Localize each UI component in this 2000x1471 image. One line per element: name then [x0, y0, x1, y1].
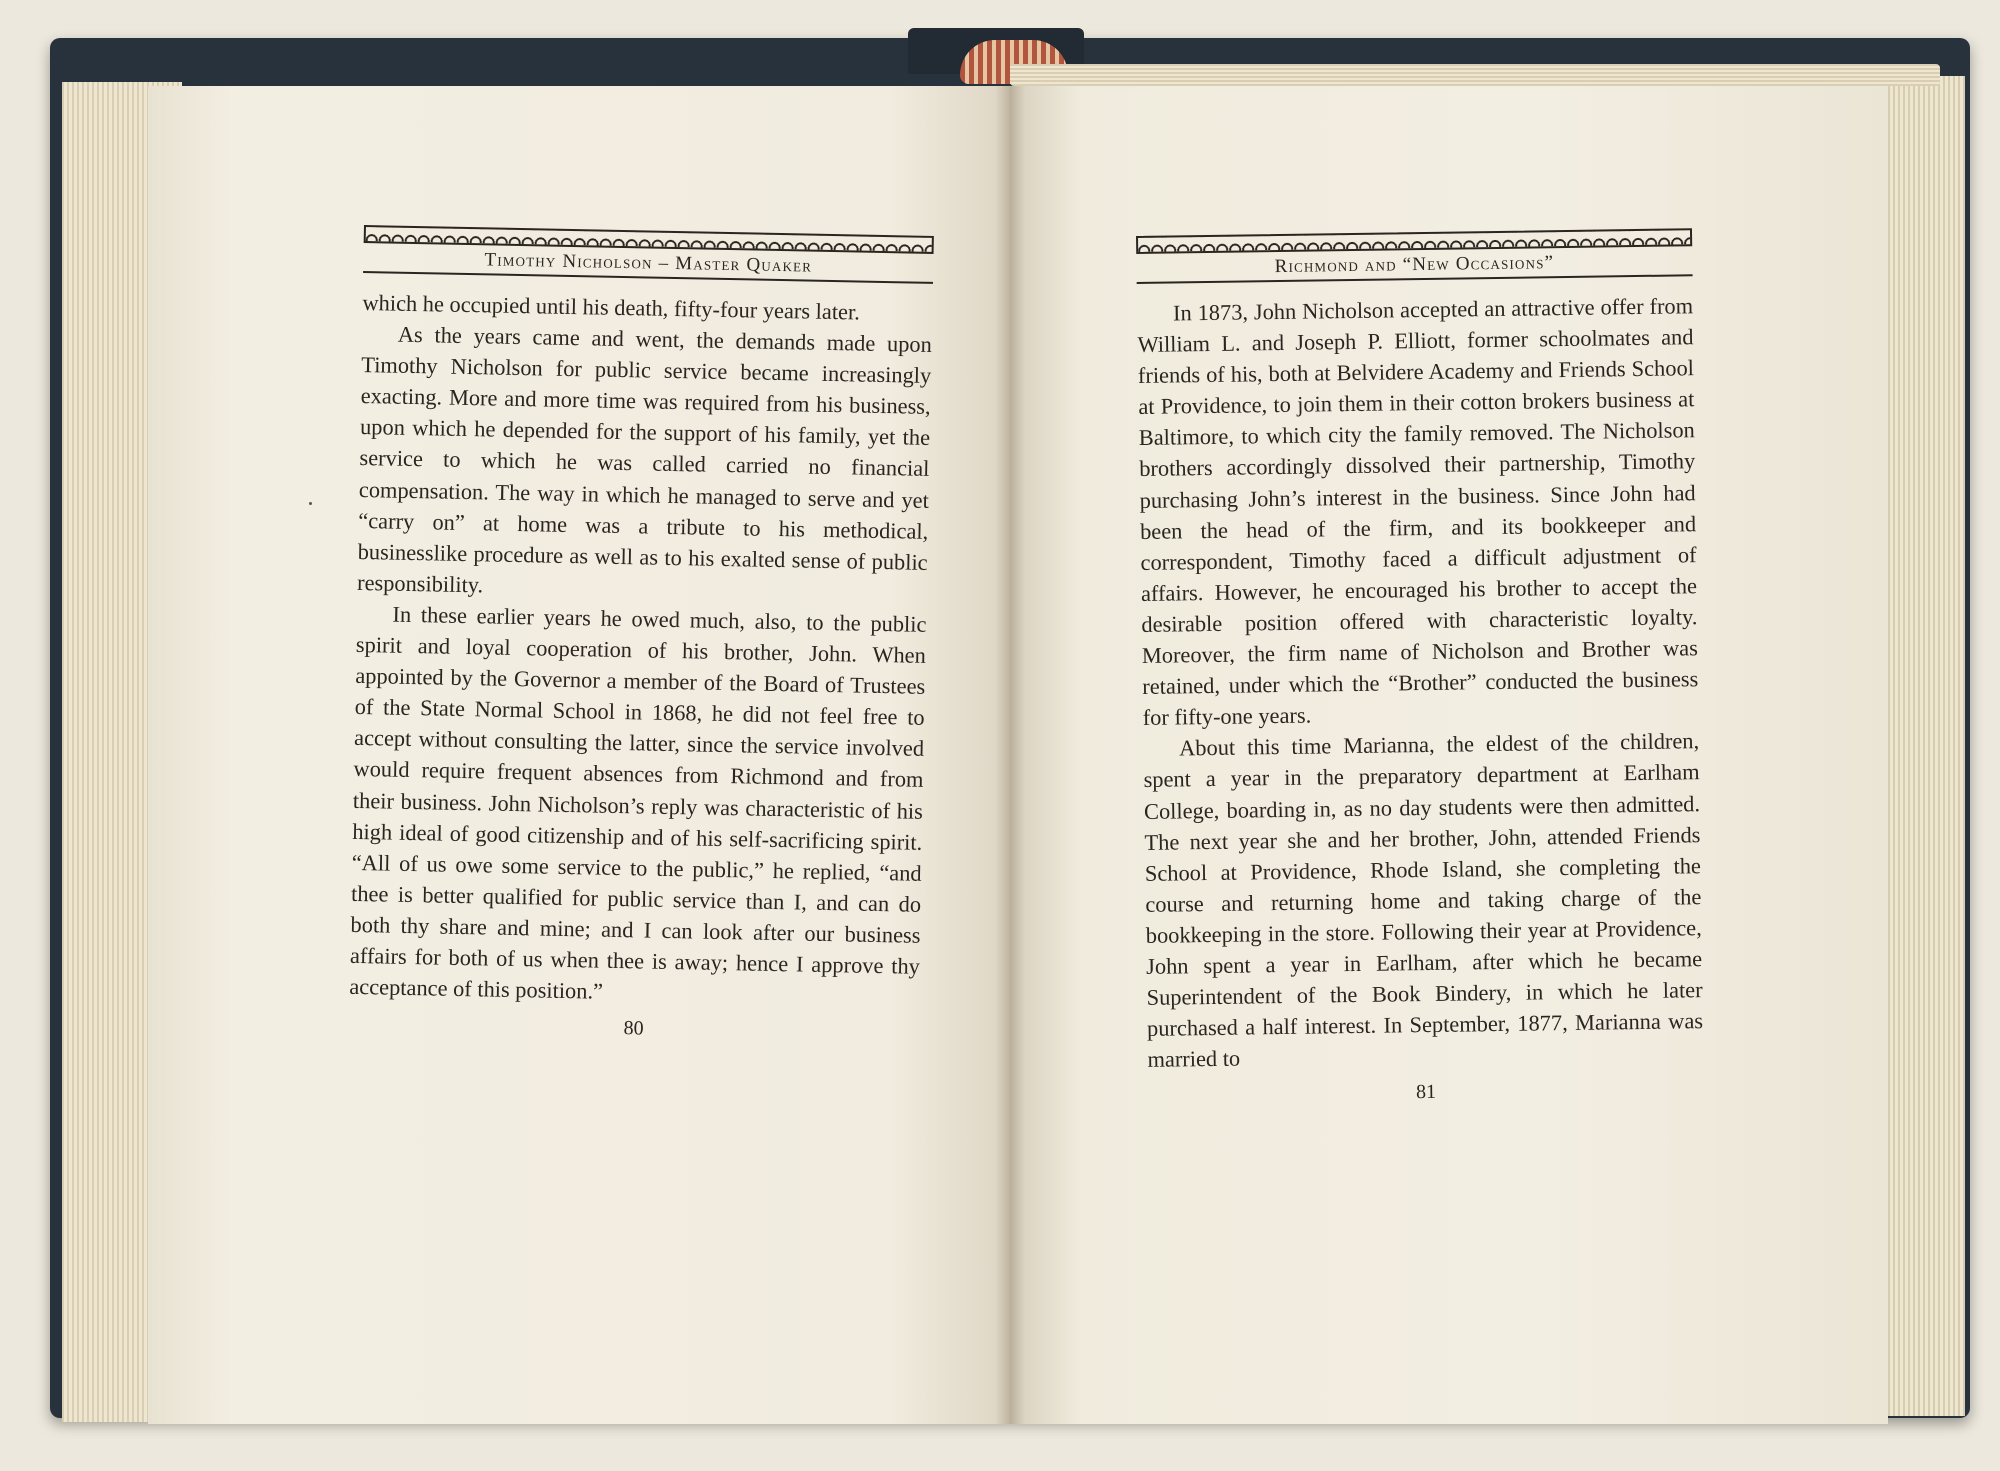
paragraph: About this time Marianna, the eldest of the children, spent a year in the preparatory department at Earlham College, boarding in, as no day students were then admitted. The next year she and her brother, John, attended Friends School at Providence, Rhode Island, she completing the course and returning home and taking charge of the bookkeeping in the store. Following their year at Providence, John spent a year in Earlham, after which he became Superintendent of the Book Bindery, in which he later purchased a half interest. In September, 1877, Marianna was married to — [1143, 728, 1704, 1073]
left-running-head: Timothy Nicholson – Master Quaker — [363, 243, 933, 284]
gutter-shadow — [995, 86, 1025, 1424]
left-page-number: 80 — [623, 1017, 644, 1040]
paragraph: which he occupied until his death, fifty-four years later. — [362, 289, 861, 325]
right-body-text — [1137, 290, 1704, 1075]
right-page-text-block — [1136, 228, 1704, 1108]
page-edges-top — [1010, 64, 1940, 86]
paragraph: In 1873, John Nicholson accepted an attractive offer from William L. and Joseph P. Elliott, former schoolmates and friends of his, both at Belvidere Academy and Friends School at Providence, to join them in their cotton brokers business at Baltimore, to which city the family removed. The Nicholson brothers accordingly dissolved their partnership, Timothy purchasing John’s interest in the business. Since John had been the head of the firm, and its bookkeeper and correspondent, Timothy faced a difficult adjustment of affairs. However, he encouraged his brother to accept the desirable position offered with characteristic loyalty. Moreover, the firm name of Nicholson and Brother was retained, under which the “Brother” conducted the business for fifty-one years. — [1137, 293, 1699, 731]
page-edges-right — [1875, 76, 1965, 1416]
paper-speck — [309, 502, 312, 505]
right-running-head: Richmond and “New Occasions” — [1136, 246, 1692, 284]
left-body-text — [349, 287, 933, 1013]
paragraph: As the years came and went, the demands made upon Timothy Nicholson for public service became increasingly exacting. More and more time was required from his business, upon which he depended for the support of his family, yet the service to which he was called carried no financial compensation. The way in which he managed to serve and yet “carry on” at home was a tribute to his methodical, businesslike procedure as well as to his exalted sense of public responsibility. — [356, 321, 933, 598]
paragraph: In these earlier years he owed much, also, to the public spirit and loyal cooperation of his brother, John. When appointed by the Governor a member of the Board of Trustees of the State Normal School in 1868, he did not feel free to accept without consulting the latter, since the service involved would require frequent absences from Richmond and from their business. John Nicholson’s reply was characteristic of his high ideal of good citizenship and of his self-sacrificing spirit. “All of us owe some service to the public,” he replied, “and thee is better qualified for public service than I, and can do both thy share and mine; and I can look after our business affairs for both of us when thee is away; hence I approve thy acceptance of this position.” — [349, 601, 927, 1004]
left-page-text-block — [348, 225, 933, 1046]
right-page-number: 81 — [1415, 1081, 1437, 1104]
